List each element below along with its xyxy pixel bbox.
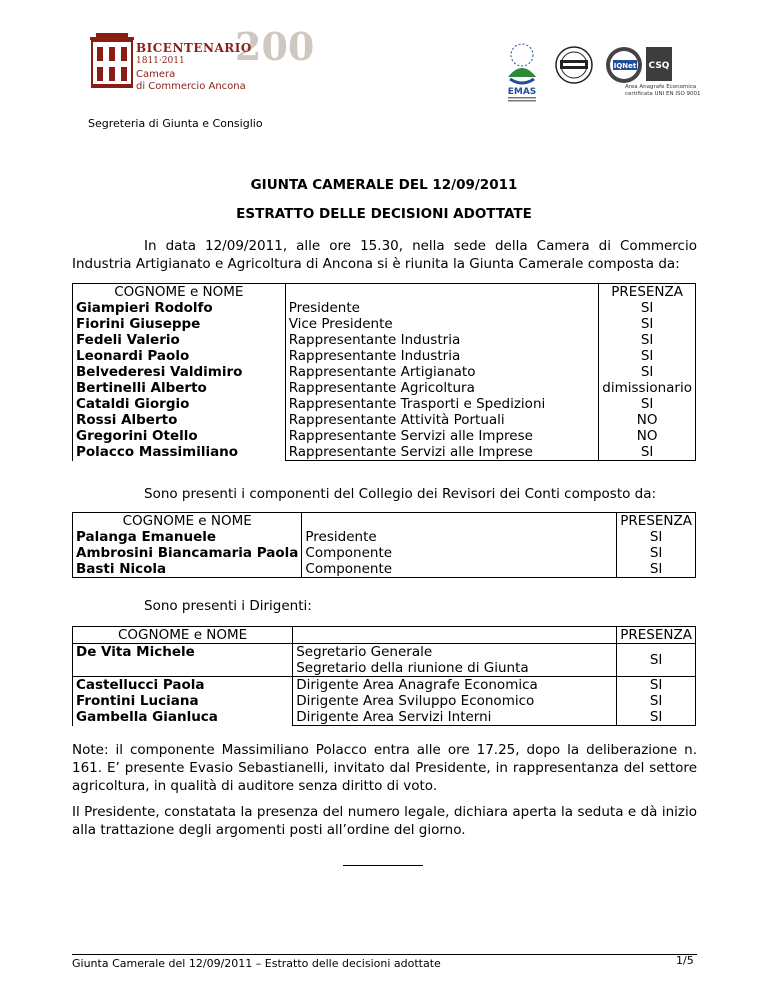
note-paragraph: Note: il componente Massimiliano Polacco entra alle ore 17.25, dopo la deliberazione n. 161. E’ presente Evasio Sebastianelli, invitato dal Presidente, in rappresentanza del settore agricoltura, in qualità di auditore senza diritto di voto. xyxy=(72,742,697,794)
member-role-secondary: Segretario della riunione di Giunta xyxy=(296,660,529,676)
table-header-row xyxy=(73,513,696,530)
table-row xyxy=(73,529,696,578)
member-presence: SI xyxy=(649,677,663,693)
member-presence: SI xyxy=(640,348,654,364)
member-presence: SI xyxy=(640,332,654,348)
logo-chamber-name xyxy=(136,69,276,93)
member-name: Belvederesi Valdimiro xyxy=(76,364,243,380)
page-number: 1/5 xyxy=(676,954,694,967)
member-name: Bertinelli Alberto xyxy=(76,380,207,396)
member-name: Giampieri Rodolfo xyxy=(76,300,213,316)
member-name: Cataldi Giorgio xyxy=(76,396,190,412)
giunta-table xyxy=(72,283,696,461)
building-emblem-icon xyxy=(88,27,136,89)
col-header-role xyxy=(285,284,599,301)
member-role: Presidente xyxy=(288,300,360,316)
member-name: Palanga Emanuele xyxy=(76,529,217,545)
col-header-presence: PRESENZA xyxy=(617,513,696,530)
document-subtitle: ESTRATTO DELLE DECISIONI ADOTTATE xyxy=(236,206,532,222)
logo-chamber-line1: Camera xyxy=(136,69,176,80)
iqnet-logo-icon xyxy=(606,47,642,83)
member-role: Rappresentante Agricoltura xyxy=(288,380,475,396)
logo-chamber-line2: di Commercio Ancona xyxy=(136,81,246,92)
quality-seal-icon xyxy=(556,47,592,83)
col-header-name-text: COGNOME e NOME xyxy=(122,513,252,529)
member-role: Dirigente Area Servizi Interni xyxy=(296,709,492,725)
member-name: Leonardi Paolo xyxy=(76,348,190,364)
member-presence: SI xyxy=(640,364,654,380)
table-header-row xyxy=(73,284,696,301)
office-label: Segreteria di Giunta e Consiglio xyxy=(88,117,263,130)
revisori-table xyxy=(72,512,696,578)
footer-rule xyxy=(72,954,697,955)
member-name: Rossi Alberto xyxy=(76,412,178,428)
member-name: Gambella Gianluca xyxy=(76,709,218,725)
member-name: Basti Nicola xyxy=(76,561,167,577)
member-presence: SI xyxy=(640,444,654,460)
member-presence: SI xyxy=(649,529,663,545)
col-header-name xyxy=(73,284,286,301)
member-presence: NO xyxy=(636,428,658,444)
table-row xyxy=(73,644,696,677)
member-name: Polacco Massimiliano xyxy=(76,444,239,460)
col-header-name-text: COGNOME e NOME xyxy=(114,284,244,300)
member-role: Componente xyxy=(305,545,393,561)
member-role: Rappresentante Trasporti e Spedizioni xyxy=(288,396,546,412)
member-role: Rappresentante Attività Portuali xyxy=(288,412,505,428)
member-name: Ambrosini Biancamaria Paola xyxy=(76,545,299,561)
member-role: Rappresentante Artigianato xyxy=(288,364,476,380)
dirigenti-table-body xyxy=(73,627,696,726)
member-name: De Vita Michele xyxy=(76,644,195,660)
revisori-table-body xyxy=(73,513,696,578)
member-role: Vice Presidente xyxy=(288,316,393,332)
svg-text:IQNet: IQNet xyxy=(613,62,637,70)
table-row xyxy=(73,300,696,461)
member-presence: NO xyxy=(636,412,658,428)
member-role: Rappresentante Industria xyxy=(288,332,461,348)
member-presence: SI xyxy=(649,693,663,709)
col-header-role xyxy=(293,627,617,644)
member-name: Fiorini Giuseppe xyxy=(76,316,201,332)
table-row xyxy=(73,677,696,726)
certification-caption xyxy=(625,84,715,98)
logo-big-year: 200 xyxy=(235,24,315,69)
member-role: Componente xyxy=(305,561,393,577)
member-role: Presidente xyxy=(305,529,377,545)
col-header-name-text: COGNOME e NOME xyxy=(118,627,248,643)
member-presence: SI xyxy=(617,644,696,677)
col-header-role xyxy=(302,513,617,530)
member-presence: SI xyxy=(649,561,663,577)
svg-text:EMAS: EMAS xyxy=(507,87,537,97)
member-role: Dirigente Area Sviluppo Economico xyxy=(296,693,535,709)
closing-paragraph: Il Presidente, constatata la presenza del numero legale, dichiara aperta la seduta e dà inizio alla trattazione degli argomenti posti all’ordine del giorno. xyxy=(72,804,697,838)
cert-caption-line2: certificata UNI EN ISO 9001 xyxy=(625,91,701,97)
member-presence: SI xyxy=(640,316,654,332)
giunta-table-body xyxy=(73,284,696,461)
emas-logo-icon xyxy=(508,44,537,102)
svg-text:CSQ: CSQ xyxy=(648,61,670,71)
dirigenti-table xyxy=(72,626,696,726)
member-role: Rappresentante Servizi alle Imprese xyxy=(288,444,533,460)
document-title: GIUNTA CAMERALE DEL 12/09/2011 xyxy=(250,177,518,193)
member-presence: SI xyxy=(649,545,663,561)
col-header-name xyxy=(73,513,302,530)
member-role: Rappresentante Industria xyxy=(288,348,461,364)
member-role: Segretario Generale xyxy=(296,644,433,660)
separator-rule xyxy=(343,865,423,866)
revisori-intro: Sono presenti i componenti del Collegio dei Revisori dei Conti composto da: xyxy=(144,486,657,502)
member-role: Dirigente Area Anagrafe Economica xyxy=(296,677,538,693)
col-header-name xyxy=(73,627,293,644)
col-header-presence: PRESENZA xyxy=(599,284,696,301)
table-header-row xyxy=(73,627,696,644)
intro-paragraph: In data 12/09/2011, alle ore 15.30, nella sede della Camera di Commercio Industria Artigianato e Agricoltura di Ancona si è riunita la Giunta Camerale composta da: xyxy=(72,238,697,272)
logo-years: 1811·2011 xyxy=(136,56,185,66)
member-presence: SI xyxy=(640,396,654,412)
logo-bicentenario: BICENTENARIO xyxy=(136,41,252,55)
col-header-presence: PRESENZA xyxy=(617,627,696,644)
dirigenti-intro: Sono presenti i Dirigenti: xyxy=(144,598,312,614)
member-name: Frontini Luciana xyxy=(76,693,199,709)
member-presence: dimissionario xyxy=(602,380,692,396)
cert-caption-line1: Area Anagrafe Economica xyxy=(625,84,697,90)
member-name: Fedeli Valerio xyxy=(76,332,180,348)
member-name: Gregorini Otello xyxy=(76,428,198,444)
member-presence: SI xyxy=(640,300,654,316)
member-presence: SI xyxy=(649,709,663,725)
footer-title: Giunta Camerale del 12/09/2011 – Estratto delle decisioni adottate xyxy=(72,957,441,970)
member-role: Rappresentante Servizi alle Imprese xyxy=(288,428,533,444)
member-name: Castellucci Paola xyxy=(76,677,205,693)
csq-logo-icon xyxy=(646,47,672,81)
